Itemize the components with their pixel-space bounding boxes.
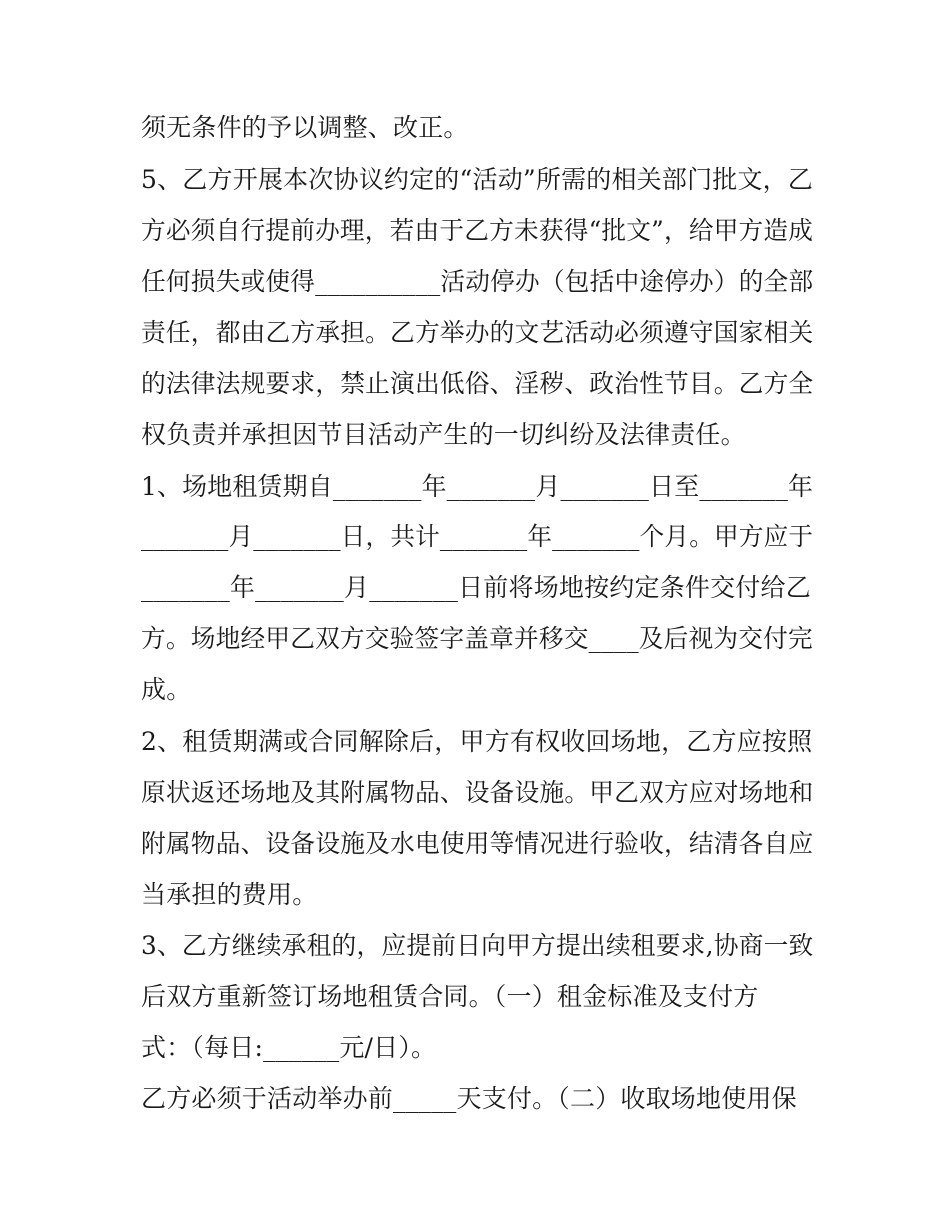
text-line: 后双方重新签订场地租赁合同。（一）租金标准及支付方 bbox=[141, 982, 759, 1011]
text-line: 式：（每日:______元/日）。 bbox=[141, 1033, 437, 1062]
text-line: 方必须自行提前办理，若由于乙方未获得“批文”，给甲方造成 bbox=[141, 216, 814, 245]
text-line: 任何损失或使得__________活动停办（包括中途停办）的全部 bbox=[141, 267, 814, 296]
text-line: 责任，都由乙方承担。乙方举办的文艺活动必须遵守国家相关 bbox=[141, 318, 814, 347]
text-line: 成。 bbox=[141, 675, 192, 704]
text-line: 当承担的费用。 bbox=[141, 880, 318, 909]
text-line: 原状返还场地及其附属物品、设备设施。甲乙双方应对场地和 bbox=[141, 778, 814, 807]
text-line: 2、租赁期满或合同解除后，甲方有权收回场地，乙方应按照 bbox=[141, 727, 813, 756]
text-line: _______年_______月_______日前将场地按约定条件交付给乙 bbox=[141, 573, 811, 602]
text-line: 权负责并承担因节目活动产生的一切纠纷及法律责任。 bbox=[141, 420, 746, 449]
text-line: 3、乙方继续承租的，应提前日向甲方提出续租要求,协商一致 bbox=[141, 931, 814, 960]
text-line: 方。场地经甲乙双方交验签字盖章并移交____及后视为交付完 bbox=[141, 624, 813, 653]
text-line: 1、场地租赁期自_______年_______月_______日至_______年 bbox=[141, 472, 814, 501]
text-line: 附属物品、设备设施及水电使用等情况进行验收，结清各自应 bbox=[141, 829, 814, 858]
text-line: 5、乙方开展本次协议约定的“活动”所需的相关部门批文，乙 bbox=[141, 165, 814, 194]
text-line: 乙方必须于活动举办前_____天支付。（二）收取场地使用保 bbox=[141, 1084, 797, 1113]
text-line: 的法律法规要求，禁止演出低俗、淫秽、政治性节目。乙方全 bbox=[141, 369, 814, 398]
text-line: _______月_______日，共计_______年_______个月。甲方应于 bbox=[141, 522, 814, 551]
text-line: 须无条件的予以调整、改正。 bbox=[141, 113, 469, 142]
